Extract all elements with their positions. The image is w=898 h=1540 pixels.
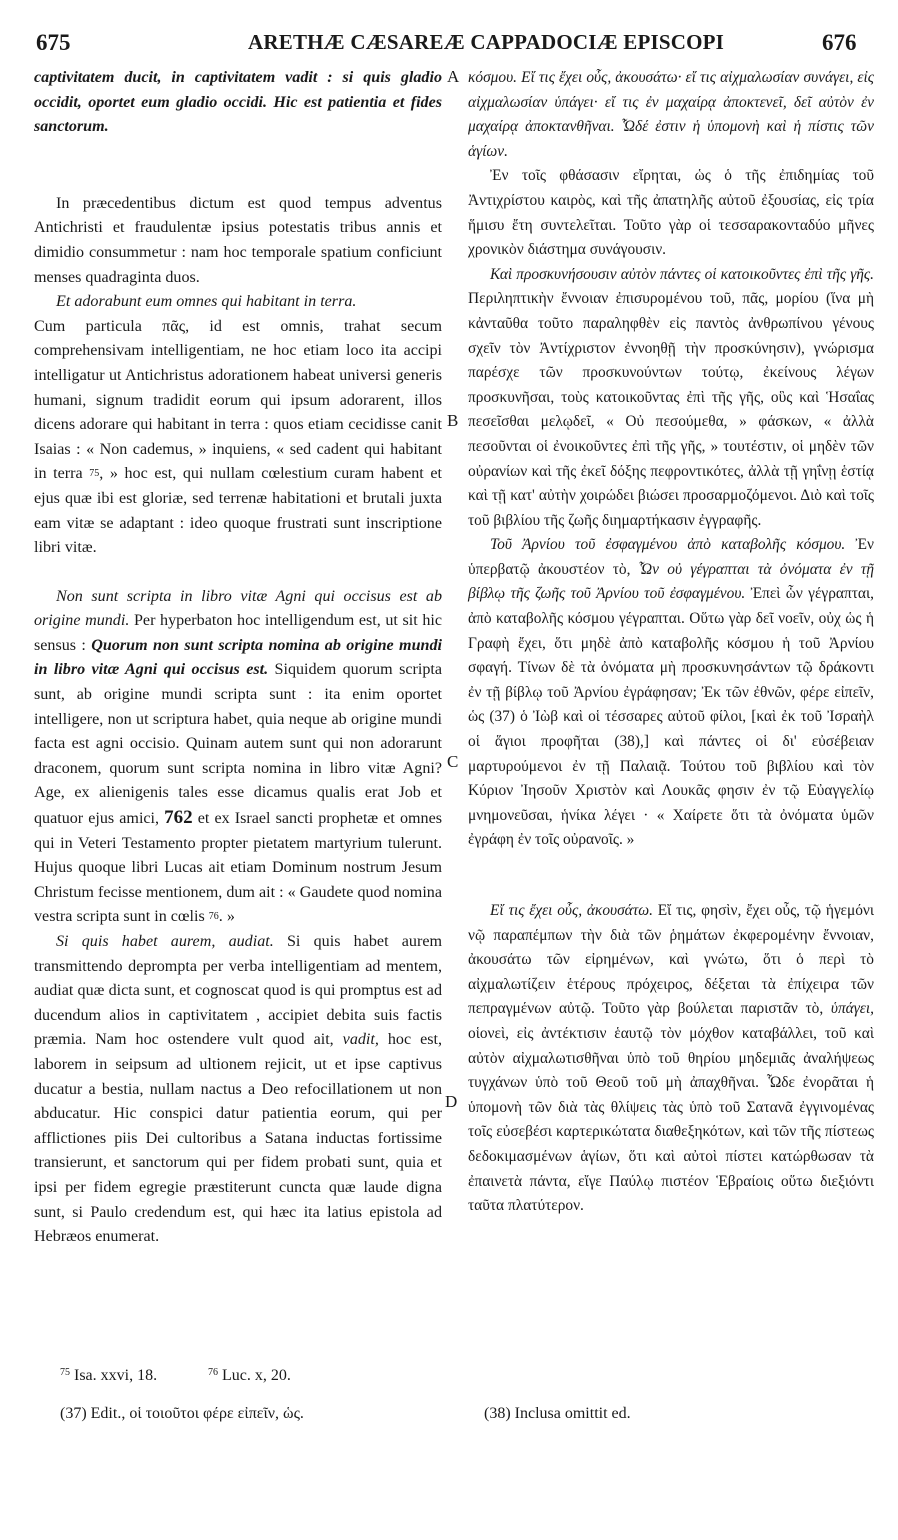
latin-word-vadit: vadit,	[342, 1031, 379, 1049]
greek-text-3a: Περιληπτικὴν ἔννοιαν ἐπισυρομένου τοῦ, πᾶς, μορίου (ἵνα μὴ κἀνταῦθα τοῦτο παραληφθὲν εἰς παντὸς ἀνθρωπίνου γένους σχεῖν τὸν Ἀντίχριστον ἐννοηθῇ τὴν προσκύνησιν), γνώρισμα παρέσχε τῶν προσκυνούντων τούτῳ, ἐκείνους λέγων προσκυνῆσαι, τοὺς κατοικοῦντας ἐπὶ τῆς γῆς, οὓς καὶ Ἡσαΐας πεσεῖσθαι μελῳδεῖ, « Οὐ πεσούμεθα, » φάσκων, « ἀλλὰ πεσοῦνται οἱ ἐνοικοῦντες ἐπὶ τῆς γῆς, » τουτέστιν, οἱ μηδὲν τῶν οὐρανίων καὶ τῆς ἐκεῖ δόξης πεφροντικότες, ἀλλὰ τῇ γηΐνῃ ἑστίᾳ καὶ τῇ κατ' αὐτὴν χοιρώδει βιώσει προσαρμοζόμενοι. Διὸ καὶ τοῖς τοῦ βιβλίου τῆς ζωῆς διημαρτήκασιν ἐγγραφῆς.	[468, 290, 874, 529]
latin-lemma-si-quis: Si quis habet aurem, audiat.	[56, 933, 274, 950]
column-number-762: 762	[164, 807, 193, 829]
latin-text-5b: hoc est, laborem in seipsum ad ultionem rejicit, ut et ipse captivus ducatur a bestia, nullam nactus a Deo refocillationem ut non abducatur. Hic conspici datur patientia eorum, qui per afflictiones piis Dei cultoribus a Satana inductas fortissime transierunt, et sanctorum qui per fidem probati sunt, quia et ipsi per fidem egregie præstiterunt cuncta quæ laude digna sunt, si Paulo credendum est, qui hæc ita latius epistola ad Hebræos enumerat.	[34, 1031, 442, 1246]
footnote-ref-76: 76	[208, 911, 219, 923]
footnote-75-text: Isa. xxvi, 18.	[74, 1367, 158, 1384]
running-title: ARETHÆ CÆSAREÆ CAPPADOCIÆ EPISCOPI	[248, 30, 725, 54]
page-number-left: 675	[36, 30, 71, 55]
greek-paragraph-5	[468, 899, 874, 1219]
latin-text-4c: et ex Israel sancti prophetæ et omnes qui in Veteri Testamento propter pietatem martyrium tulerunt. Hujus quoque libri Lucas ait etiam Dominum nostrum Jesum Christum fecisse mentionem, dum ait : « Gaudete quod nomina vestra scripta sunt in cœlis	[34, 810, 442, 926]
greek-lemma-proskynesousin: Καὶ προσκυνήσουσιν αὐτὸν πάντες οἱ κατοικοῦντες ἐπὶ τῆς γῆς.	[490, 265, 874, 283]
footnote-76	[208, 1367, 291, 1385]
latin-text-4d: . »	[218, 908, 235, 926]
margin-letter-b: B	[447, 411, 459, 430]
greek-text-5b: οἱονεὶ, εἰς ἀντέκτισιν ἑαυτῷ τὸν μόχθον καταβάλλει, τοῦ καὶ αὐτὸν αἰχμαλωτισθῆναι ὑπὸ τοῦ θηρίου μηδεμιᾶς ἀναλήψεως τυγχάνων ὑπὸ τοῦ Θεοῦ τοῦ μὴ ἀπαχθῆναι. Ὧδε ἐνορᾶται ἡ ὑπομονὴ τῶν διὰ τὰς θλίψεις τὰς ὑπὸ τοῦ Σατανᾶ ἐγγινομένας τοῖς εὐσεβέσι καρτερικώτατα διαθεξηκότων, καὶ τῶν τῆς πίστεως δεδοκιμασμένων ἁγίων, ὅτι καὶ αὐτοὶ πίστει κατώρθωσαν τὰ ἐπαινετὰ πάντα, εἴγε Παύλῳ πιστέον Ἑβραίοις οὕτω διεξιόντι ταῦτα πλατύτερον.	[468, 1024, 874, 1215]
margin-letter-c: C	[447, 752, 459, 771]
footnote-38: (38) Inclusa omittit ed.	[484, 1405, 631, 1422]
greek-paragraph-4	[468, 533, 874, 853]
greek-lemma-arniou: Τοῦ Ἀρνίου τοῦ ἐσφαγμένου ἀπὸ καταβολῆς κόσμου.	[490, 536, 846, 554]
latin-text-3a: Cum particula πᾶς, id est omnis, trahat secum comprehensivam intelligentiam, ne hoc etiam loco ita accipi intelligatur ut Antichristus adorationem habeat universi generis humani, signum tradidit eorum qui ipsum adorarent, illos dicens adorare qui habitant in terra : quos etiam cecidisse canit Isaias : « Non cademus, » inquiens, « sed cadent qui habitant in terra	[34, 317, 442, 483]
latin-paragraph-2: In præcedentibus dictum est quod tempus adventus Antichristi et fraudulentæ ipsius potestatis tribus annis et dimidio consummetur : nam hoc temporale spatium conficiunt menses quadraginta duos.	[34, 194, 442, 286]
latin-lemma-quorum: Quorum non sunt scripta nomina ab origine mundi in libro vitæ Agni qui occisus est.	[34, 636, 442, 679]
greek-paragraph-3	[468, 263, 874, 534]
greek-word-hypagei: ὑπάγει,	[830, 1000, 874, 1018]
latin-paragraph-1: captivitatem ducit, in captivitatem vadit : si quis gladio occidit, oportet eum gladio occidi. Hic est patientia et fides sanctorum.	[34, 69, 442, 136]
latin-text-3b: , » hoc est, qui nullam cœlestium curam habent et ejus quæ ibi est gloriæ, sed terrenæ habitationi et brutali juxta eam vitæ se adaptant : ideo quoque frustrati sunt inscriptione libri vitæ.	[34, 465, 442, 557]
latin-paragraph-5	[34, 930, 442, 1250]
latin-lemma-adorabunt: Et adorabunt eum omnes qui habitant in terra.	[56, 293, 357, 311]
greek-column	[468, 66, 874, 1219]
latin-lemma-non-sunt: Non sunt scripta in libro vitæ Agni qui occisus est ab origine mundi.	[34, 587, 442, 630]
latin-text-4b: Siquidem quorum scripta sunt, ab origine mundi scripta sunt : ita enim oportet intelligere, non ut scriptura habet, quia neque ab origine mundi facta est agni occisio. Quinam autem sunt qui non adorarunt draconem, quorum sunt scripta nomina in libro vitæ Agni? Age, ex alienigenis tales esse dicamus qualis erat Job et quatuor ejus amici,	[34, 661, 442, 828]
latin-paragraph-3	[34, 290, 442, 561]
greek-paragraph-2: Ἐν τοῖς φθάσασιν εἴρηται, ὡς ὁ τῆς ἐπιδημίας τοῦ Ἀντιχρίστου καιρὸς, καὶ τῆς ἀπατηλῆς αὐτοῦ ἐξουσίας, εἰς τρία ἥμισυ ἔτη συντελεῖται. Τοῦτο γὰρ οἱ τεσσαρακονταδύο μῆνες χρονικὸν διάστημα συνάγουσιν.	[468, 167, 874, 259]
footnote-76-text: Luc. x, 20.	[222, 1367, 291, 1384]
margin-letter-a: A	[447, 67, 460, 86]
latin-text-5a: Si quis habet aurem transmittendo deprompta per verba intelligentiam ad mentem, audiat quæ dicta sunt, et cognoscat quod is qui promptus est ad ducendum alios in captivitatem , accipiet debita suis factis præmia. Nam hoc ostendere vult quod ait,	[34, 933, 442, 1049]
greek-lemma-ei-tis: Εἴ τις ἔχει οὖς, ἀκουσάτω.	[490, 902, 653, 919]
latin-text-4a: Per hyperbaton hoc intelligendum est, ut sit hic sensus :	[34, 612, 442, 654]
greek-lemma-hon: Ὧν οὐ γέγραπται τὰ ὀνόματα ἐν τῇ βίβλῳ τῆς ζωῆς τοῦ Ἀρνίου τοῦ ἐσφαγμένου.	[468, 560, 874, 603]
page-number-right: 676	[822, 30, 857, 55]
latin-paragraph-4	[34, 585, 442, 930]
footnote-76-number: 76	[208, 1367, 218, 1378]
footnote-37: (37) Edit., οἱ τοιοῦτοι φέρε εἰπεῖν, ὡς.	[60, 1405, 304, 1422]
greek-paragraph-1: κόσμου. Εἴ τις ἔχει οὖς, ἀκουσάτω· εἴ τις αἰχμαλωσίαν συνάγει, εἰς αἰχμαλωσίαν ὑπάγει· εἴ τις ἐν μαχαίρᾳ ἀποκτενεῖ, δεῖ αὐτὸν ἐν μαχαίρᾳ ἀποκτανθῆναι. Ὧδέ ἐστιν ἡ ὑπομονὴ καὶ ἡ πίστις τῶν ἁγίων.	[468, 69, 874, 160]
greek-text-4a: Ἐν ὑπερβατῷ ἀκουστέον τὸ,	[468, 536, 874, 578]
footnote-ref-75: 75	[89, 468, 100, 480]
margin-letter-d: D	[445, 1092, 458, 1111]
footnote-75-number: 75	[60, 1367, 70, 1378]
greek-text-4b: Ἐπεὶ ὧν γέγραπται, ἀπὸ καταβολῆς κόσμου γέγραπται. Οὕτω γὰρ δεῖ νοεῖν, οὐχ ὡς ἡ Γραφὴ ἔχει, ὅτι μηδὲ ἀπὸ καταβολῆς κόσμου ἡ τοῦ Ἀρνίου σφαγή. Τίνων δὲ τὰ ὀνόματα μὴ προσκυνησάντων τῷ δράκοντι ἐν τῇ βίβλῳ τοῦ Ἀρνίου ἐγράφησαν; Ἐκ τῶν ἐθνῶν, φέρε εἰπεῖν, ὡς (37) ὁ Ἰὼβ καὶ οἱ τέσσαρες αὐτοῦ φίλοι, [καὶ ἐκ τοῦ Ἰσραὴλ οἱ ἅγιοι προφῆται (38),] καὶ πάντες οἱ δι' εὐσέβειαν μαρτυρούμενοι ἐν τῇ Παλαιᾷ. Τούτου τοῦ βιβλίου καὶ τὸν Κύριον Ἰησοῦν Χριστὸν καὶ Λουκᾶς φησιν ἐν τῷ Εὐαγγελίῳ μνημονεῦσαι, ἡνίκα λέγει · « Χαίρετε ὅτι τὰ ὀνόματα ὑμῶν ἐγράφη ἐν τοῖς οὐρανοῖς. »	[468, 585, 874, 849]
latin-column	[34, 66, 442, 1250]
greek-text-5a: Εἴ τις, φησὶν, ἔχει οὖς, τῷ ἡγεμόνι νῷ παραπέμπων τὴν διὰ τῶν ῥημάτων ἐκφερομένην ἔννοιαν, ἀκουσάτω τῶν εἰρημένων, καὶ γνώτω, ὅτι ὁ περὶ τὸ αἰχμαλωτίζειν ἑτέρους πρόχειρος, δέξεται τὰ ἐπίχειρα τῶν πεπραγμένων αὐτῷ. Τοῦτο γὰρ βούλεται παριστᾶν τὸ,	[468, 902, 874, 1018]
footnote-75	[60, 1367, 157, 1385]
